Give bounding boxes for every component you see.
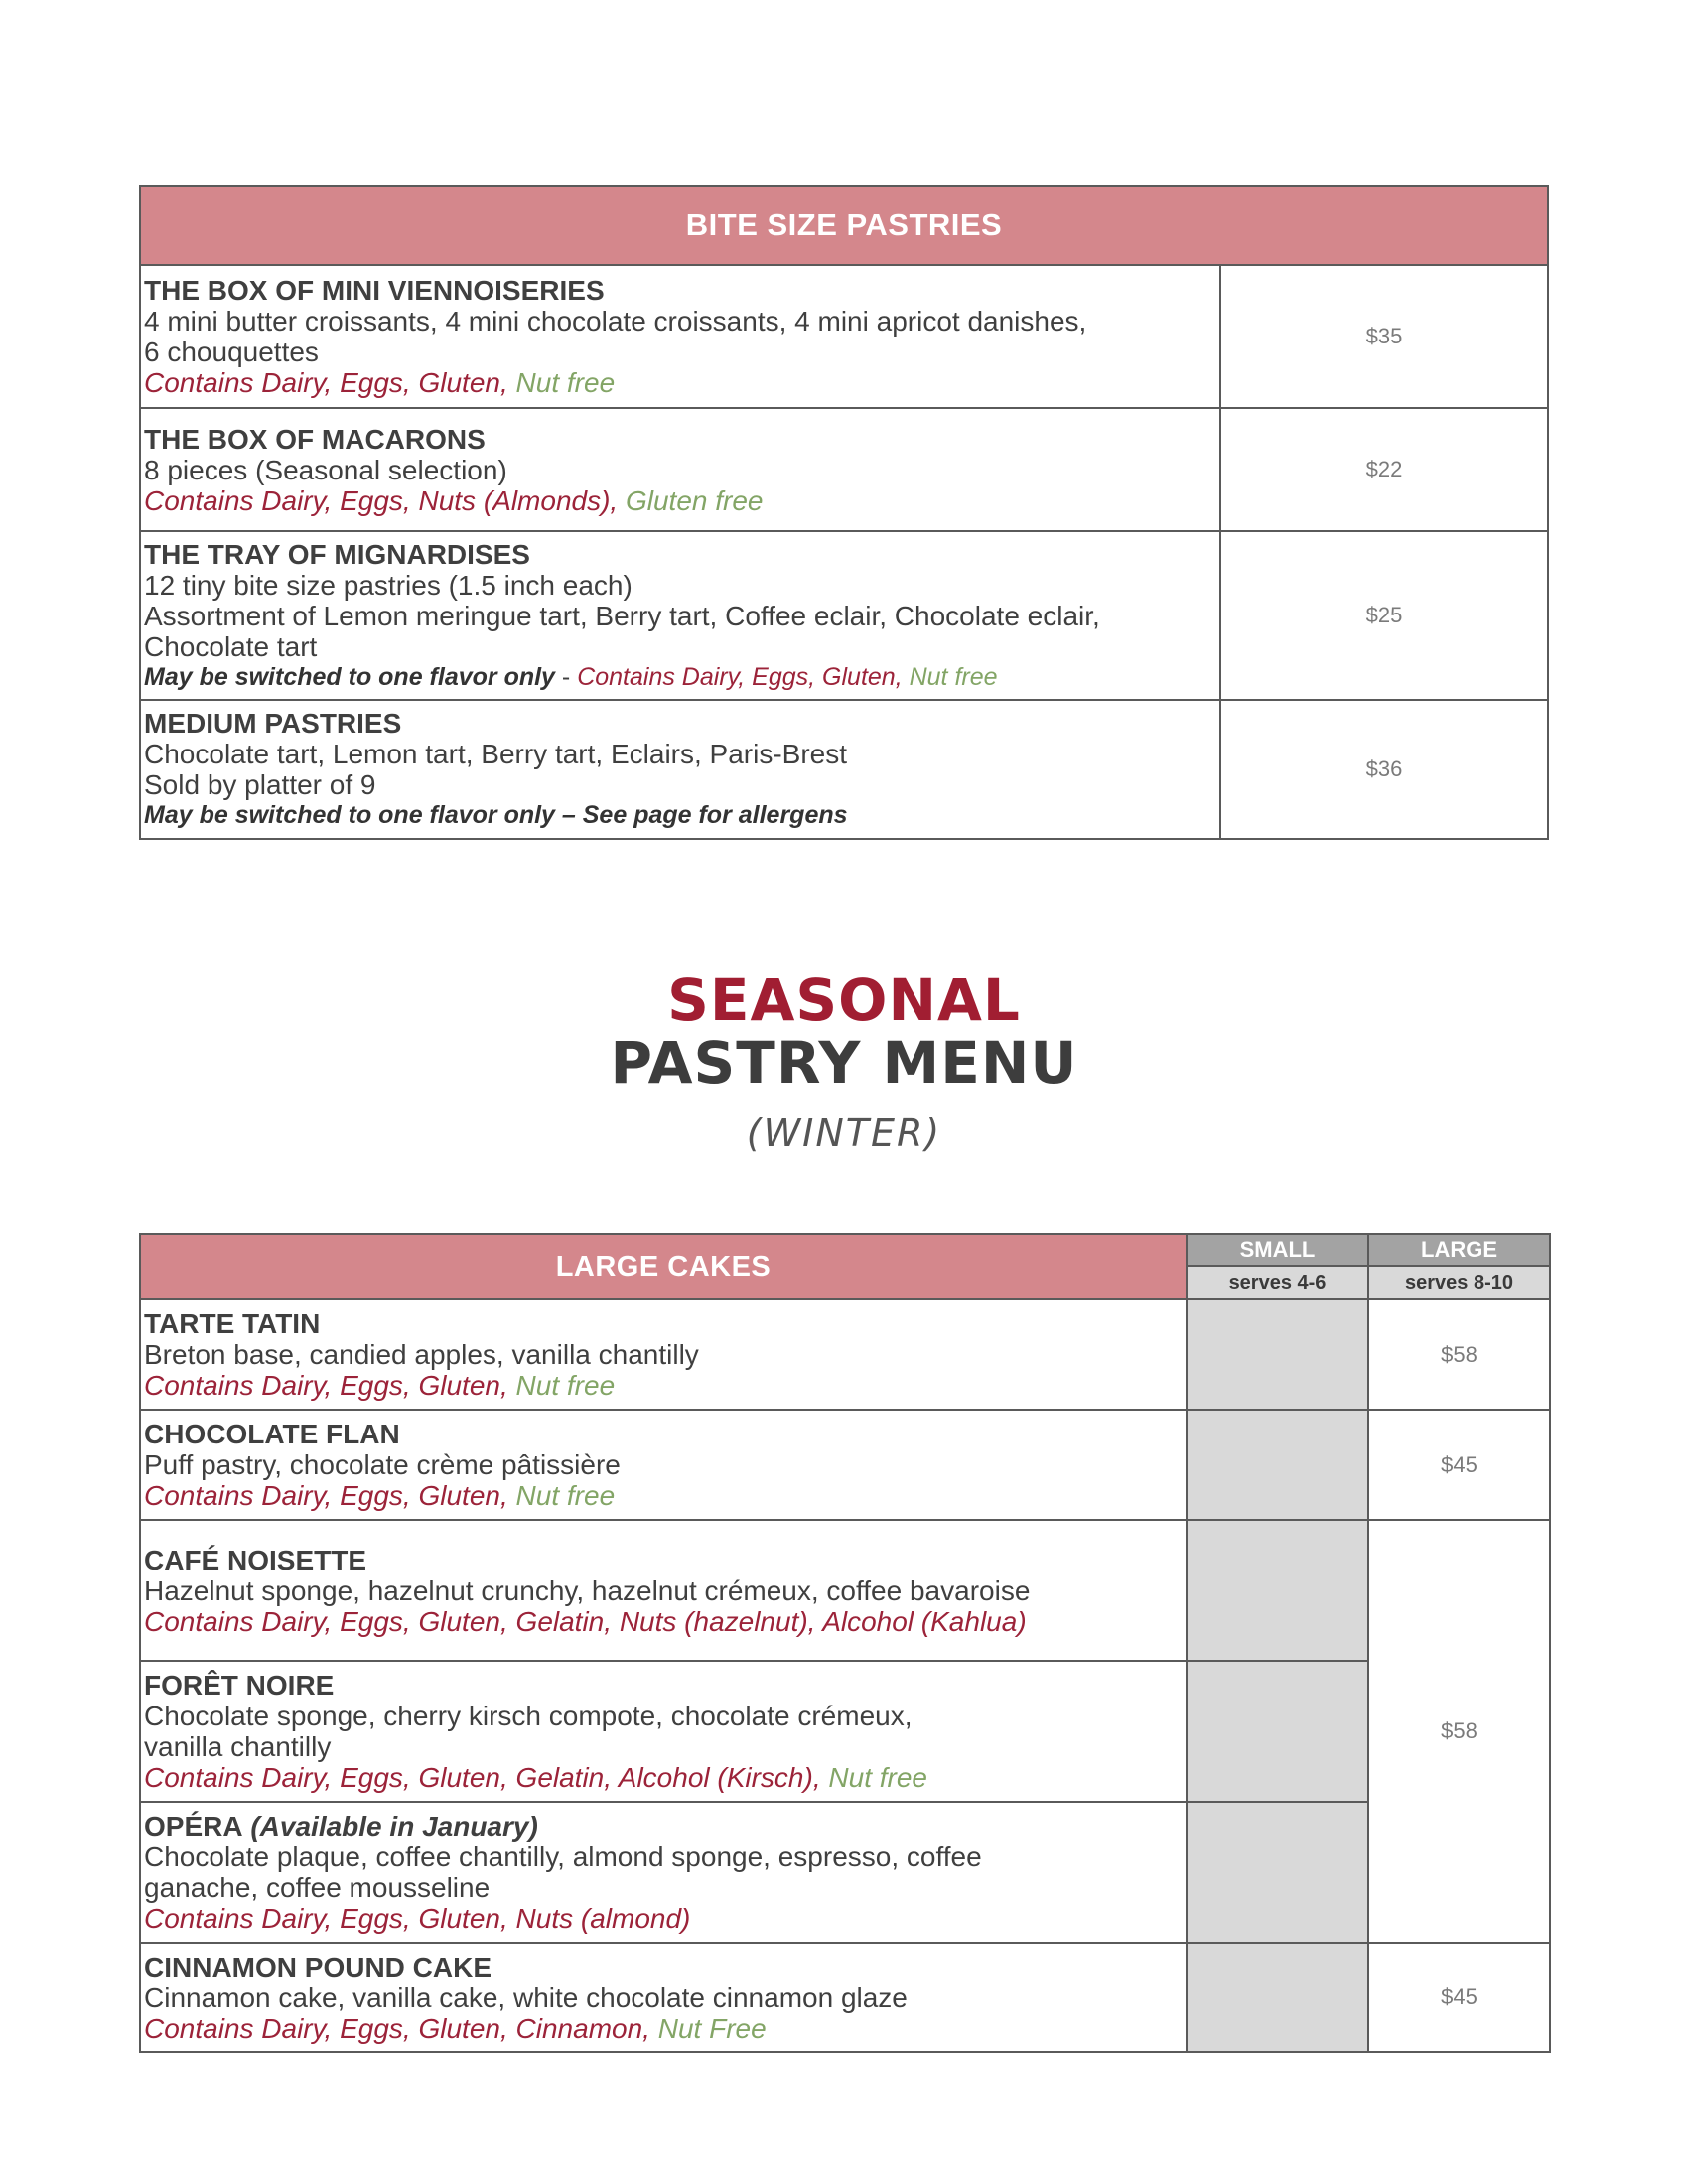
free-from-text: Nut free xyxy=(507,1370,616,1401)
large-cakes-table xyxy=(139,1233,1551,2053)
large-serves-label: serves 8-10 xyxy=(1368,1266,1550,1299)
title-pastry-menu: PASTRY MENU xyxy=(610,1029,1078,1097)
large-cakes-header: LARGE CAKES xyxy=(140,1234,1187,1299)
note-separator: - xyxy=(554,662,578,691)
item-description: Chocolate sponge, cherry kirsch compote, chocolate crémeux, xyxy=(144,1701,913,1731)
table-row xyxy=(140,1520,1550,1661)
allergen-text: Contains Dairy, Eggs, Gluten, Gelatin, Nuts (hazelnut), Alcohol (Kahlua) xyxy=(144,1605,1027,1637)
item-name: THE TRAY OF MIGNARDISES xyxy=(144,538,530,570)
menu-title xyxy=(0,968,1688,1155)
small-price-cell xyxy=(1187,1943,1368,2052)
menu-item xyxy=(140,531,1220,700)
small-serves-label: serves 4-6 xyxy=(1187,1266,1368,1299)
menu-item xyxy=(140,1661,1187,1802)
item-description: Chocolate tart, Lemon tart, Berry tart, Eclairs, Paris-Brest xyxy=(144,739,848,769)
small-price-cell xyxy=(1187,1410,1368,1520)
bite-size-pastries-table xyxy=(139,185,1549,840)
title-seasonal: SEASONAL xyxy=(667,966,1021,1033)
item-description: 8 pieces (Seasonal selection) xyxy=(144,454,507,485)
menu-item xyxy=(140,700,1220,839)
allergen-text: Contains Dairy, Eggs, Gluten, Cinnamon, xyxy=(144,2012,650,2044)
title-season: (WINTER) xyxy=(746,1111,942,1155)
small-price-cell xyxy=(1187,1299,1368,1410)
item-description: Cinnamon cake, vanilla cake, white chocolate cinnamon glaze xyxy=(144,1981,908,2013)
item-price: $58 xyxy=(1368,1299,1550,1410)
small-price-cell xyxy=(1187,1520,1368,1661)
free-from-text: Nut free xyxy=(820,1762,928,1793)
item-name: CHOCOLATE FLAN xyxy=(144,1419,400,1449)
menu-item xyxy=(140,1943,1187,2052)
availability-note: (Available in January) xyxy=(242,1811,538,1842)
item-price: $36 xyxy=(1220,700,1548,839)
table-row xyxy=(140,265,1548,408)
item-name: OPÉRA xyxy=(144,1811,243,1842)
item-name: FORÊT NOIRE xyxy=(144,1670,335,1701)
small-price-cell xyxy=(1187,1661,1368,1802)
item-description: 12 tiny bite size pastries (1.5 inch each) xyxy=(144,569,633,601)
item-name: CAFÉ NOISETTE xyxy=(144,1544,367,1575)
item-name: THE BOX OF MACARONS xyxy=(144,423,486,455)
bite-size-header: BITE SIZE PASTRIES xyxy=(140,186,1548,265)
item-price: $22 xyxy=(1220,408,1548,531)
menu-item xyxy=(140,1410,1187,1520)
menu-item xyxy=(140,408,1220,531)
large-size-label: LARGE xyxy=(1368,1234,1550,1266)
menu-item xyxy=(140,265,1220,408)
table-row xyxy=(140,1410,1550,1520)
item-name: MEDIUM PASTRIES xyxy=(144,708,402,739)
item-price: $45 xyxy=(1368,1410,1550,1520)
item-description: 6 chouquettes xyxy=(144,337,319,367)
group-price: $58 xyxy=(1368,1520,1550,1943)
item-description: ganache, coffee mousseline xyxy=(144,1872,491,1903)
free-from-text: Nut free xyxy=(902,662,998,691)
free-from-text: Nut free xyxy=(507,1480,616,1511)
allergen-text: Contains Dairy, Eggs, Nuts (Almonds), xyxy=(144,484,619,516)
item-description: Hazelnut sponge, hazelnut crunchy, hazelnut crémeux, coffee bavaroise xyxy=(144,1574,1031,1606)
small-price-cell xyxy=(1187,1802,1368,1943)
item-name: CINNAMON POUND CAKE xyxy=(144,1951,492,1982)
table-row xyxy=(140,1299,1550,1410)
item-price: $45 xyxy=(1368,1943,1550,2052)
table-row xyxy=(140,1802,1550,1943)
item-price: $25 xyxy=(1220,531,1548,700)
flavor-note: May be switched to one flavor only xyxy=(144,662,555,691)
menu-item xyxy=(140,1802,1187,1943)
allergen-text: Contains Dairy, Eggs, Gluten, Nuts (almond) xyxy=(144,1903,691,1934)
menu-item xyxy=(140,1299,1187,1410)
table-row xyxy=(140,1661,1550,1802)
menu-item xyxy=(140,1520,1187,1661)
allergen-text: Contains Dairy, Eggs, Gluten, xyxy=(577,662,903,691)
allergen-text: Contains Dairy, Eggs, Gluten, xyxy=(144,1370,508,1401)
table-row xyxy=(140,1943,1550,2052)
free-from-text: Nut Free xyxy=(649,2012,767,2044)
small-size-label: SMALL xyxy=(1187,1234,1368,1266)
item-description: Puff pastry, chocolate crème pâtissière xyxy=(144,1449,621,1480)
allergen-text: Contains Dairy, Eggs, Gluten, Gelatin, Alcohol (Kirsch), xyxy=(144,1762,821,1793)
flavor-note: May be switched to one flavor only – See page for allergens xyxy=(144,801,848,829)
free-from-text: Nut free xyxy=(507,367,616,398)
item-description: Breton base, candied apples, vanilla chantilly xyxy=(144,1339,699,1370)
item-description: Assortment of Lemon meringue tart, Berry tart, Coffee eclair, Chocolate eclair, xyxy=(144,600,1100,631)
table-row xyxy=(140,408,1548,531)
table-row xyxy=(140,531,1548,700)
table-row xyxy=(140,700,1548,839)
item-description: Sold by platter of 9 xyxy=(144,769,376,800)
item-price: $35 xyxy=(1220,265,1548,408)
item-description: 4 mini butter croissants, 4 mini chocolate croissants, 4 mini apricot danishes, xyxy=(144,306,1087,337)
allergen-text: Contains Dairy, Eggs, Gluten, xyxy=(144,367,508,398)
item-name: THE BOX OF MINI VIENNOISERIES xyxy=(144,275,605,306)
item-description: Chocolate plaque, coffee chantilly, almond sponge, espresso, coffee xyxy=(144,1842,982,1872)
item-description: vanilla chantilly xyxy=(144,1731,332,1762)
free-from-text: Gluten free xyxy=(618,484,764,516)
item-name: TARTE TATIN xyxy=(144,1308,321,1339)
allergen-text: Contains Dairy, Eggs, Gluten, xyxy=(144,1480,508,1511)
item-description: Chocolate tart xyxy=(144,630,318,662)
